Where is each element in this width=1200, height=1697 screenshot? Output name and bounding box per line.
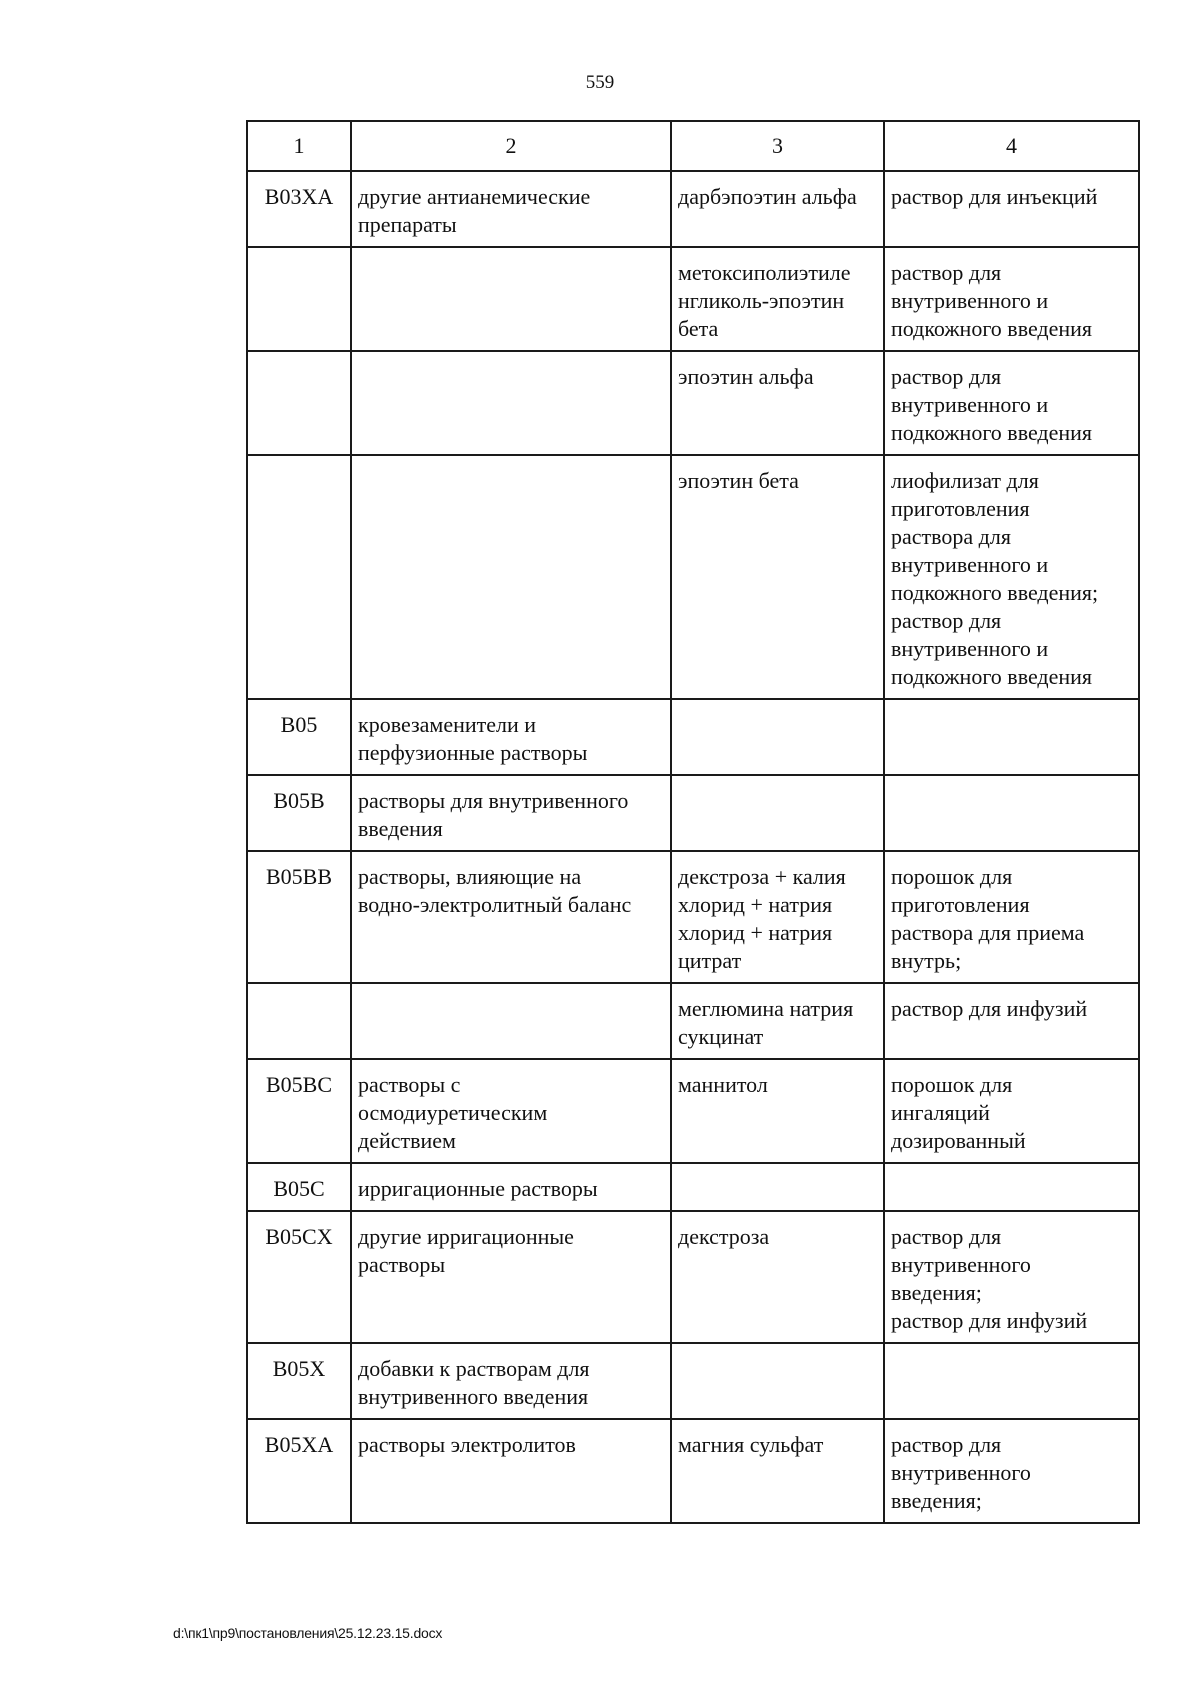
cell-atc-code: B05	[247, 699, 351, 775]
cell-drug-name: меглюмина натрия сукцинат	[671, 983, 884, 1059]
footer-file-path: d:\пк1\пр9\постановления\25.12.23.15.docx	[173, 1625, 443, 1641]
cell-group-name	[351, 351, 671, 455]
cell-drug-name: магния сульфат	[671, 1419, 884, 1523]
cell-dosage-form	[884, 775, 1139, 851]
cell-atc-code	[247, 455, 351, 699]
page-number: 559	[585, 72, 615, 93]
cell-group-name: другие антианемические препараты	[351, 171, 671, 247]
cell-dosage-form: раствор для инфузий	[884, 983, 1139, 1059]
cell-drug-name: дарбэпоэтин альфа	[671, 171, 884, 247]
cell-group-name: растворы электролитов	[351, 1419, 671, 1523]
cell-dosage-form: раствор для внутривенного и подкожного введения	[884, 247, 1139, 351]
header-col-1: 1	[247, 121, 351, 171]
cell-dosage-form: раствор для внутривенного введения;	[884, 1419, 1139, 1523]
table-row	[247, 455, 1139, 699]
cell-group-name: добавки к растворам для внутривенного введения	[351, 1343, 671, 1419]
cell-dosage-form: раствор для внутривенного введения; раствор для инфузий	[884, 1211, 1139, 1343]
cell-group-name: другие ирригационные растворы	[351, 1211, 671, 1343]
cell-group-name: ирригационные растворы	[351, 1163, 671, 1211]
cell-atc-code	[247, 247, 351, 351]
cell-dosage-form: раствор для инъекций	[884, 171, 1139, 247]
table-row	[247, 1163, 1139, 1211]
cell-atc-code: B05C	[247, 1163, 351, 1211]
cell-drug-name	[671, 699, 884, 775]
cell-drug-name: декстроза	[671, 1211, 884, 1343]
header-col-2: 2	[351, 121, 671, 171]
cell-group-name	[351, 983, 671, 1059]
table-row	[247, 699, 1139, 775]
cell-drug-name	[671, 1163, 884, 1211]
cell-atc-code	[247, 351, 351, 455]
cell-drug-name: эпоэтин бета	[671, 455, 884, 699]
cell-atc-code: B05CX	[247, 1211, 351, 1343]
cell-dosage-form: порошок для приготовления раствора для приема внутрь;	[884, 851, 1139, 983]
cell-group-name: растворы с осмодиуретическим действием	[351, 1059, 671, 1163]
cell-drug-name: эпоэтин альфа	[671, 351, 884, 455]
cell-dosage-form: раствор для внутривенного и подкожного введения	[884, 351, 1139, 455]
cell-drug-name: маннитол	[671, 1059, 884, 1163]
table-row	[247, 983, 1139, 1059]
cell-drug-name	[671, 775, 884, 851]
drug-table	[246, 120, 1140, 1524]
table-header	[247, 121, 1139, 171]
table-row	[247, 171, 1139, 247]
cell-group-name	[351, 455, 671, 699]
table-row	[247, 351, 1139, 455]
table-body	[247, 171, 1139, 1523]
cell-group-name: кровезаменители и перфузионные растворы	[351, 699, 671, 775]
cell-atc-code: B05BB	[247, 851, 351, 983]
table-row	[247, 1343, 1139, 1419]
cell-group-name: растворы для внутривенного введения	[351, 775, 671, 851]
cell-dosage-form	[884, 1163, 1139, 1211]
cell-dosage-form: порошок для ингаляций дозированный	[884, 1059, 1139, 1163]
cell-atc-code: B05X	[247, 1343, 351, 1419]
cell-group-name: растворы, влияющие на водно-электролитный баланс	[351, 851, 671, 983]
table-row	[247, 1059, 1139, 1163]
cell-atc-code: B05BC	[247, 1059, 351, 1163]
header-row	[247, 121, 1139, 171]
table-row	[247, 247, 1139, 351]
cell-dosage-form: лиофилизат для приготовления раствора для внутривенного и подкожного введения; раствор для внутривенного и подкожного введения	[884, 455, 1139, 699]
table-row	[247, 775, 1139, 851]
cell-dosage-form	[884, 1343, 1139, 1419]
cell-group-name	[351, 247, 671, 351]
header-col-3: 3	[671, 121, 884, 171]
cell-drug-name	[671, 1343, 884, 1419]
header-col-4: 4	[884, 121, 1139, 171]
cell-atc-code: B05XA	[247, 1419, 351, 1523]
cell-dosage-form	[884, 699, 1139, 775]
table-row	[247, 851, 1139, 983]
cell-atc-code: B03XA	[247, 171, 351, 247]
table-row	[247, 1419, 1139, 1523]
cell-atc-code	[247, 983, 351, 1059]
table-row	[247, 1211, 1139, 1343]
cell-drug-name: метоксиполиэтиле нгликоль-эпоэтин бета	[671, 247, 884, 351]
cell-drug-name: декстроза + калия хлорид + натрия хлорид + натрия цитрат	[671, 851, 884, 983]
cell-atc-code: B05B	[247, 775, 351, 851]
